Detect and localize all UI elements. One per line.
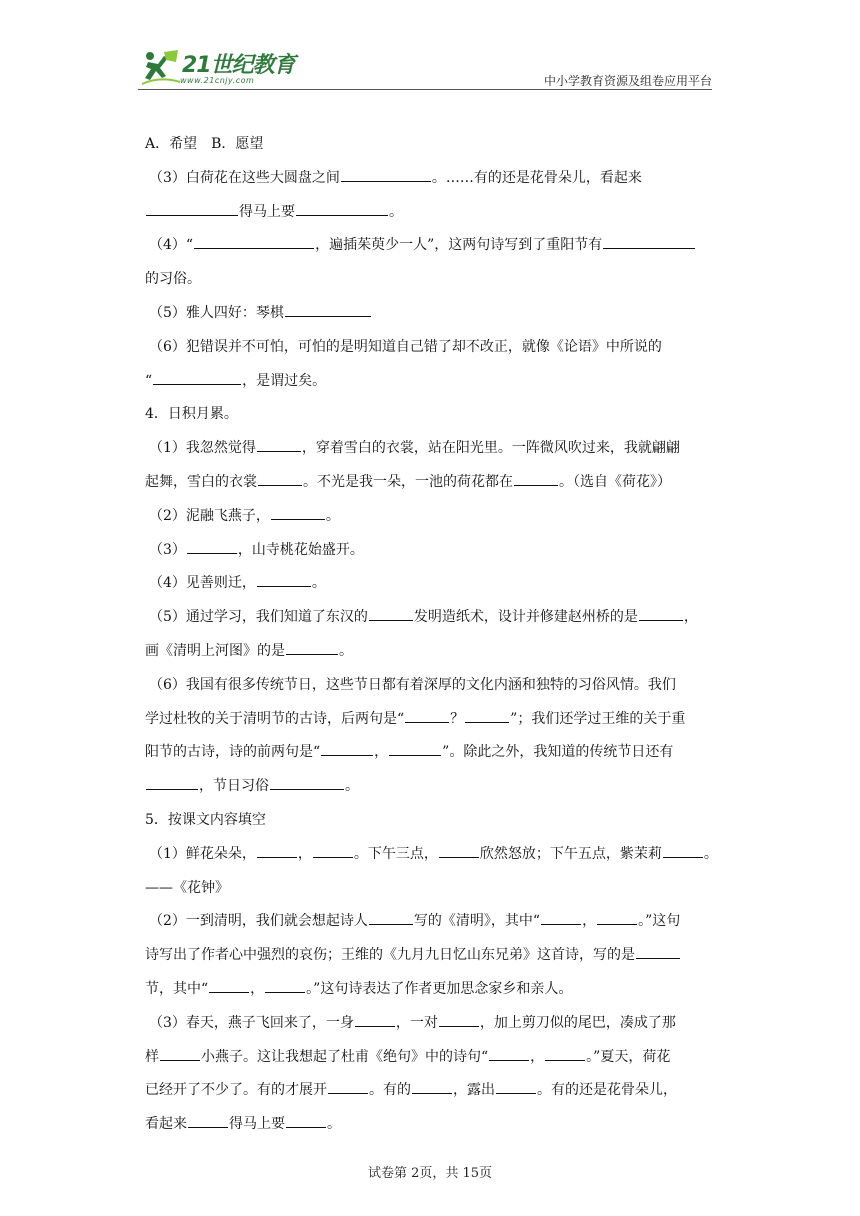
text-line	[145, 905, 717, 939]
answer-blank[interactable]	[265, 978, 305, 993]
line-text: 。有的还是花骨朵儿，	[537, 1082, 677, 1099]
line-text: ，一对	[395, 1014, 438, 1031]
answer-blank[interactable]	[153, 370, 241, 385]
line-text: ，露出	[453, 1082, 495, 1099]
line-text: 画《清明上河图》的是	[145, 642, 285, 659]
line-text: 诗写出了作者心中强烈的哀伤；王维的《九月九日忆山东兄弟》这首诗，写的是	[145, 947, 635, 964]
text-line	[145, 534, 717, 568]
line-text: ，	[582, 913, 597, 930]
line-text: （5）通过学习，我们知道了东汉的	[149, 609, 368, 626]
answer-blank[interactable]	[405, 708, 449, 723]
line-text: 已经开了不少了。有的才展开	[145, 1082, 327, 1099]
text-line	[145, 635, 717, 669]
text-line	[145, 162, 717, 196]
answer-blank[interactable]	[597, 910, 637, 925]
document-body	[145, 128, 717, 1142]
text-line	[145, 1108, 717, 1142]
text-line	[145, 872, 717, 906]
line-text: ，	[297, 845, 312, 862]
line-text: （5）雅人四好：琴棋	[149, 304, 284, 321]
text-line	[145, 398, 717, 432]
line-text: 得马上要	[239, 203, 295, 220]
line-text: 。有的	[369, 1082, 411, 1099]
text-line	[145, 1041, 717, 1075]
answer-blank[interactable]	[355, 1012, 395, 1027]
answer-blank[interactable]	[369, 606, 413, 621]
line-text: 。	[311, 575, 326, 592]
line-text: （3）春天，燕子飞回来了，一身	[149, 1014, 354, 1031]
text-line	[145, 736, 717, 770]
text-line	[145, 196, 717, 230]
line-text: （3）白荷花在这些大圆盘之间	[149, 169, 340, 186]
answer-blank[interactable]	[439, 843, 479, 858]
answer-blank[interactable]	[146, 201, 238, 216]
line-text: ？	[450, 710, 465, 727]
answer-blank[interactable]	[257, 437, 301, 452]
line-text: 。	[339, 642, 353, 659]
line-text: 看起来	[145, 1116, 187, 1133]
answer-blank[interactable]	[321, 741, 373, 756]
answer-blank[interactable]	[188, 1113, 228, 1128]
text-line	[145, 601, 717, 635]
line-text: 。	[703, 845, 718, 862]
answer-blank[interactable]	[412, 1079, 452, 1094]
site-logo	[138, 46, 308, 90]
runner-logo-icon	[138, 46, 182, 90]
answer-blank[interactable]	[341, 167, 431, 182]
line-text: ，加上剪刀似的尾巴，凑成了那	[479, 1014, 676, 1031]
line-text: ，穿着雪白的衣裳，站在阳光里。一阵微风吹过来，我就翩翩	[301, 440, 680, 457]
line-text: 学过杜牧的关于清明节的古诗，后两句是“	[145, 710, 405, 727]
line-text: “	[145, 372, 153, 389]
answer-blank[interactable]	[545, 1046, 585, 1061]
line-text: ，	[374, 744, 389, 761]
line-text: （4）见善则迁，	[149, 575, 256, 592]
line-text: 4．日积月累。	[145, 406, 238, 423]
page-footer: 试卷第 2页，共 15页	[367, 1166, 493, 1181]
line-text: ，	[250, 980, 265, 997]
line-text: 。	[327, 1116, 341, 1133]
line-text: 。	[345, 778, 359, 795]
answer-blank[interactable]	[286, 1113, 326, 1128]
text-line	[145, 297, 717, 331]
line-text: A．希望 B．愿望	[145, 136, 264, 152]
text-line	[145, 939, 717, 973]
line-text: 样	[145, 1048, 159, 1065]
line-text: 。”这句诗表达了作者更加思念家乡和亲人。	[306, 980, 573, 997]
line-text: 发明造纸术，设计并修建赵州桥的是	[413, 609, 638, 626]
line-text: （6）犯错误并不可怕，可怕的是明知道自己错了却不改正，就像《论语》中所说的	[149, 338, 662, 355]
answer-blank[interactable]	[286, 640, 338, 655]
line-text: 的习俗。	[145, 271, 201, 288]
line-text: 。不光是我一朵，一池的荷花都在	[303, 473, 513, 490]
text-line	[145, 500, 717, 534]
header-divider	[138, 89, 712, 90]
text-line	[145, 838, 717, 872]
text-line	[145, 365, 717, 399]
platform-name: 中小学教育资源及组卷应用平台	[543, 74, 712, 88]
line-text: （2）泥融飞燕子，	[149, 507, 270, 524]
text-line	[145, 669, 717, 703]
line-text: 节，其中“	[145, 980, 209, 997]
line-text: （4）“	[149, 237, 194, 254]
text-line	[145, 432, 717, 466]
line-text: 起舞，雪白的衣裳	[145, 473, 257, 490]
logo-text: 21世纪教育	[182, 53, 295, 78]
answer-blank[interactable]	[465, 708, 509, 723]
answer-blank[interactable]	[270, 775, 344, 790]
line-text: 。下午三点，	[353, 845, 438, 862]
text-line	[145, 703, 717, 737]
line-text: ，遍插茱萸少一人”，这两句诗写到了重阳节有	[315, 237, 603, 254]
line-text: 。（选自《荷花》）	[559, 473, 671, 490]
answer-blank[interactable]	[194, 234, 314, 249]
answer-blank[interactable]	[146, 775, 198, 790]
answer-blank[interactable]	[639, 606, 683, 621]
text-line	[145, 229, 717, 263]
text-line	[145, 804, 717, 838]
line-text: ”。除此之外，我知道的传统节日还有	[442, 744, 674, 761]
text-line	[145, 263, 717, 297]
text-line	[145, 1007, 717, 1041]
line-text: （2）一到清明，我们就会想起诗人	[149, 913, 368, 930]
line-text: 小燕子。这让我想起了杜甫《绝句》中的诗句“	[201, 1048, 489, 1065]
line-text: 。”这句	[638, 913, 681, 930]
line-text: 欣然怒放；下午五点，紫茉莉	[479, 845, 662, 862]
line-text: （1）我忽然觉得	[149, 440, 256, 457]
answer-blank[interactable]	[257, 572, 311, 587]
line-text: 。	[389, 203, 403, 220]
answer-blank[interactable]	[541, 910, 581, 925]
text-line	[145, 770, 717, 804]
answer-blank[interactable]	[285, 302, 371, 317]
line-text: ，节日习俗	[199, 778, 269, 795]
answer-blank[interactable]	[489, 1046, 529, 1061]
answer-blank[interactable]	[439, 1012, 479, 1027]
line-text: ”；我们还学过王维的关于重	[510, 710, 686, 727]
text-line	[145, 466, 717, 500]
text-line	[145, 567, 717, 601]
line-text: （6）我国有很多传统节日，这些节日都有着深厚的文化内涵和独特的习俗风情。我们	[149, 676, 676, 693]
line-text: 。	[325, 507, 340, 524]
text-line	[145, 973, 717, 1007]
answer-blank[interactable]	[160, 1046, 200, 1061]
line-text: （1）鲜花朵朵，	[149, 845, 256, 862]
answer-blank[interactable]	[296, 201, 388, 216]
logo-url: www.21cnjy.com	[180, 76, 255, 85]
answer-blank[interactable]	[271, 505, 325, 520]
line-text: ，	[530, 1048, 545, 1065]
text-line	[145, 331, 717, 365]
text-line	[145, 128, 717, 162]
line-text: 阳节的古诗，诗的前两句是“	[145, 744, 321, 761]
answer-blank[interactable]	[514, 471, 558, 486]
line-text: ，山寺桃花始盛开。	[237, 541, 364, 558]
answer-blank[interactable]	[603, 234, 695, 249]
line-text: ，	[683, 609, 698, 626]
answer-blank[interactable]	[257, 843, 297, 858]
line-text: 5．按课文内容填空	[145, 811, 266, 828]
line-text: 。……有的还是花骨朵儿，看起来	[431, 169, 642, 186]
answer-blank[interactable]	[636, 944, 680, 959]
answer-blank[interactable]	[328, 1079, 368, 1094]
line-text: 写的《清明》，其中“	[413, 913, 541, 930]
answer-blank[interactable]	[258, 471, 302, 486]
answer-blank[interactable]	[496, 1079, 536, 1094]
text-line	[145, 1074, 717, 1108]
answer-blank[interactable]	[369, 910, 413, 925]
answer-blank[interactable]	[313, 843, 353, 858]
line-text: （3）	[149, 541, 186, 558]
line-text: ，是谓过矣。	[242, 372, 327, 389]
answer-blank[interactable]	[663, 843, 703, 858]
line-text: 。”夏天，荷花	[586, 1048, 671, 1065]
line-text: 得马上要	[229, 1116, 285, 1133]
answer-blank[interactable]	[187, 539, 237, 554]
answer-blank[interactable]	[389, 741, 441, 756]
answer-blank[interactable]	[209, 978, 249, 993]
page-header	[138, 46, 712, 90]
line-text: ——《花钟》	[145, 879, 229, 896]
